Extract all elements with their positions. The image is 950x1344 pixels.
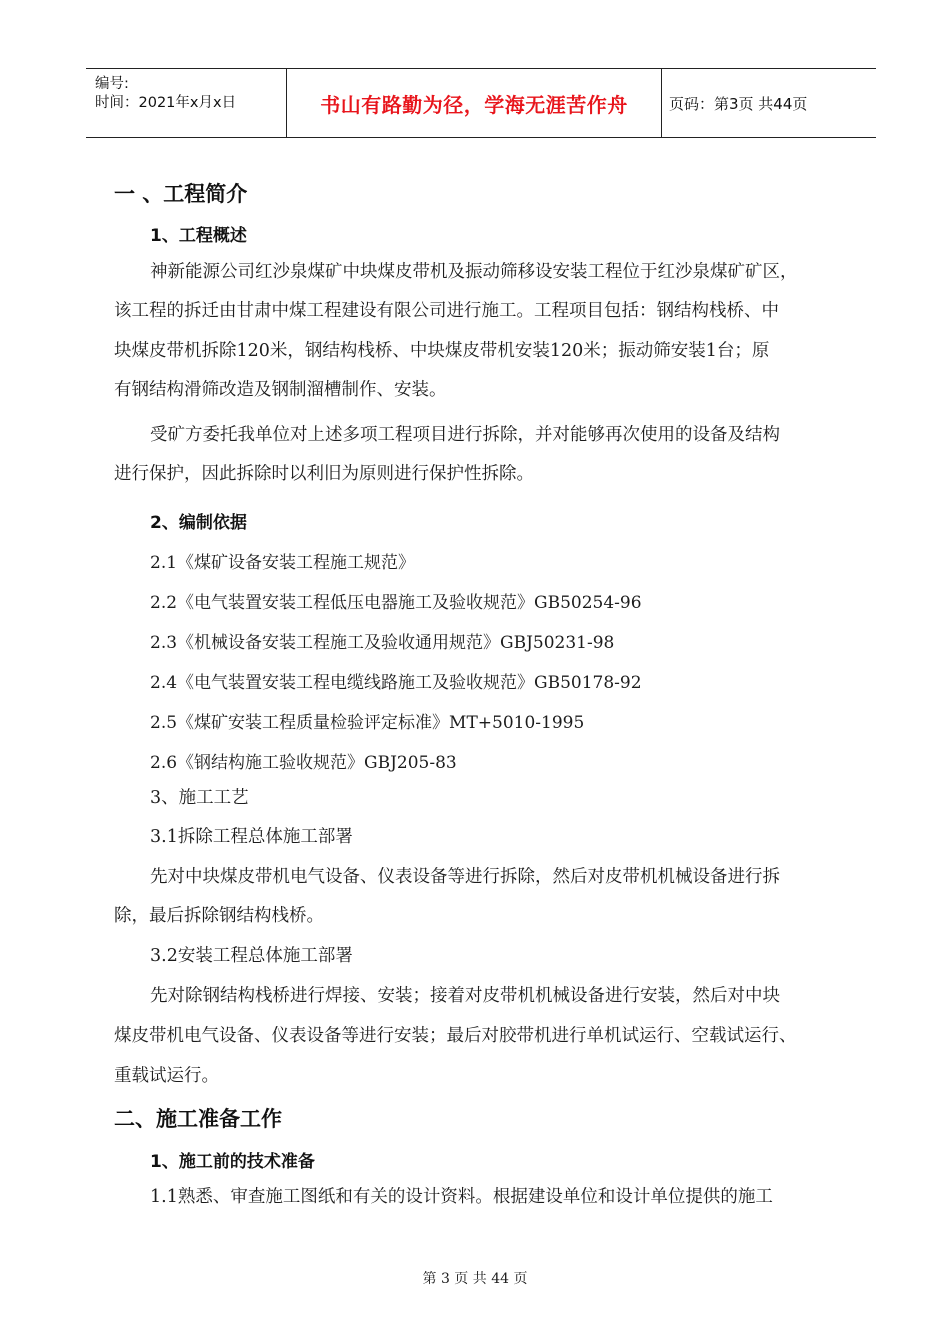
reference-item: 2.5《煤矿安装工程质量检验评定标准》MT+5010-1995: [150, 713, 585, 733]
paragraph-line: 重载试运行。: [114, 1066, 219, 1086]
footer-page-number: 第 3 页 共 44 页: [422, 1271, 528, 1287]
paragraph-line: 块煤皮带机拆除120米，钢结构栈桥、中块煤皮带机安装120米；振动筛安装1台；原: [114, 341, 770, 361]
reference-item: 2.6《钢结构施工验收规范》GBJ205-83: [150, 753, 457, 773]
subsection-title-1-2: 2、编制依据: [150, 513, 247, 533]
document-header: [86, 68, 876, 138]
header-page-code: 页码：第3页 共44页: [669, 94, 808, 113]
reference-item: 2.4《电气装置安装工程电缆线路施工及验收规范》GB50178-92: [150, 673, 642, 693]
section-title-2: 二、施工准备工作: [114, 1107, 282, 1131]
doc-number-label: 编号:: [95, 76, 129, 92]
header-meta-cell: [86, 69, 286, 137]
reference-item: 2.3《机械设备安装工程施工及验收通用规范》GBJ50231-98: [150, 633, 615, 653]
item-title-3-1: 3.1拆除工程总体施工部署: [150, 827, 353, 847]
header-motto-cell: [286, 69, 662, 137]
reference-item: 2.1《煤矿设备安装工程施工规范》: [150, 553, 416, 573]
page-footer: [0, 1268, 950, 1288]
header-page-cell: [662, 69, 876, 137]
header-motto: 书山有路勤为径，学海无涯苦作舟: [320, 92, 628, 117]
item-title-3-2: 3.2安装工程总体施工部署: [150, 946, 353, 966]
subsection-title-2-1: 1、施工前的技术准备: [150, 1152, 315, 1172]
subsection-title-1-3: 3、施工工艺: [150, 788, 249, 808]
doc-time-label: 时间：2021年x月x日: [95, 95, 237, 111]
paragraph-line: 先对中块煤皮带机电气设备、仪表设备等进行拆除，然后对皮带机机械设备进行拆: [150, 867, 780, 887]
paragraph-line: 神新能源公司红沙泉煤矿中块煤皮带机及振动筛移设安装工程位于红沙泉煤矿矿区，: [150, 262, 798, 282]
paragraph-line: 煤皮带机电气设备、仪表设备等进行安装；最后对胶带机进行单机试运行、空载试运行、: [114, 1026, 797, 1046]
paragraph-line: 该工程的拆迁由甘肃中煤工程建设有限公司进行施工。工程项目包括：钢结构栈桥、中: [114, 301, 779, 321]
paragraph-line: 进行保护，因此拆除时以利旧为原则进行保护性拆除。: [114, 464, 534, 484]
section-title-1: 一 、工程简介: [114, 182, 248, 206]
paragraph-line: 1.1熟悉、审查施工图纸和有关的设计资料。根据建设单位和设计单位提供的施工: [150, 1187, 773, 1207]
subsection-title-1-1: 1、工程概述: [150, 226, 247, 246]
paragraph-line: 先对除钢结构栈桥进行焊接、安装；接着对皮带机机械设备进行安装，然后对中块: [150, 986, 780, 1006]
paragraph-line: 除，最后拆除钢结构栈桥。: [114, 906, 324, 926]
paragraph-line: 有钢结构滑筛改造及钢制溜槽制作、安装。: [114, 380, 447, 400]
reference-item: 2.2《电气装置安装工程低压电器施工及验收规范》GB50254-96: [150, 593, 642, 613]
paragraph-line: 受矿方委托我单位对上述多项工程项目进行拆除，并对能够再次使用的设备及结构: [150, 425, 780, 445]
